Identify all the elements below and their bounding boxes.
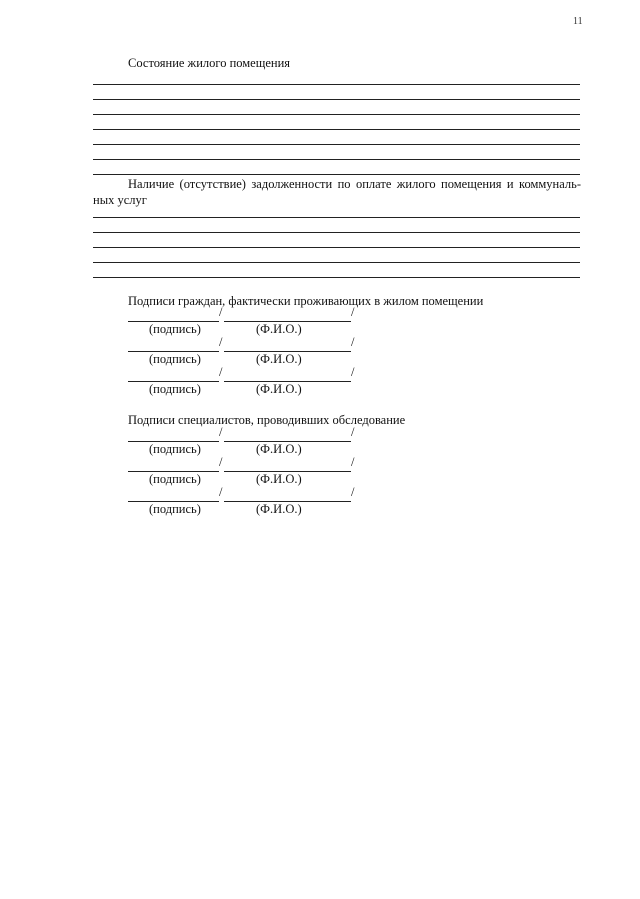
specialist-signature-row	[128, 457, 368, 473]
separator-slash: /	[351, 305, 355, 319]
section-debt-text: Наличие (отсутствие) задолженности по оплате жилого помещения и коммуналь-ных услуг	[93, 177, 581, 207]
separator-slash: /	[219, 455, 223, 469]
signature-blank	[128, 487, 219, 502]
signature-caption: (подпись)	[149, 442, 201, 456]
fill-line	[93, 114, 580, 115]
separator-slash: /	[351, 455, 355, 469]
separator-slash: /	[219, 485, 223, 499]
specialist-signature-row	[128, 487, 368, 503]
signature-blank	[128, 307, 219, 322]
fio-blank	[224, 457, 351, 472]
signature-blank	[128, 457, 219, 472]
fill-line	[93, 262, 580, 263]
fill-line	[93, 144, 580, 145]
separator-slash: /	[351, 485, 355, 499]
fio-caption: (Ф.И.О.)	[256, 322, 302, 336]
fio-blank	[224, 487, 351, 502]
fill-line	[93, 129, 580, 130]
fio-blank	[224, 427, 351, 442]
resident-signature-row	[128, 307, 368, 323]
residents-title: Подписи граждан, фактически проживающих в жилом помещении	[128, 294, 484, 308]
signature-caption: (подпись)	[149, 472, 201, 486]
fio-caption: (Ф.И.О.)	[256, 442, 302, 456]
signature-caption: (подпись)	[149, 502, 201, 516]
fio-caption: (Ф.И.О.)	[256, 382, 302, 396]
signature-blank	[128, 367, 219, 382]
section-state-title: Состояние жилого помещения	[128, 56, 291, 70]
separator-slash: /	[219, 425, 223, 439]
fill-line	[93, 84, 580, 85]
signature-caption: (подпись)	[149, 322, 201, 336]
resident-signature-row	[128, 337, 368, 353]
fill-line	[93, 174, 580, 175]
fill-line	[93, 159, 580, 160]
fill-line	[93, 99, 580, 100]
resident-signature-row	[128, 367, 368, 383]
separator-slash: /	[219, 365, 223, 379]
fio-blank	[224, 367, 351, 382]
fio-blank	[224, 307, 351, 322]
separator-slash: /	[219, 335, 223, 349]
page-number: 11	[573, 16, 583, 27]
signature-blank	[128, 337, 219, 352]
signature-caption: (подпись)	[149, 352, 201, 366]
fill-line	[93, 277, 580, 278]
fio-caption: (Ф.И.О.)	[256, 352, 302, 366]
fio-caption: (Ф.И.О.)	[256, 502, 302, 516]
signature-caption: (подпись)	[149, 382, 201, 396]
fill-line	[93, 232, 580, 233]
separator-slash: /	[351, 335, 355, 349]
fio-caption: (Ф.И.О.)	[256, 472, 302, 486]
fio-blank	[224, 337, 351, 352]
specialist-signature-row	[128, 427, 368, 443]
fill-line	[93, 217, 580, 218]
fill-line	[93, 247, 580, 248]
separator-slash: /	[219, 305, 223, 319]
separator-slash: /	[351, 425, 355, 439]
signature-blank	[128, 427, 219, 442]
separator-slash: /	[351, 365, 355, 379]
specialists-title: Подписи специалистов, проводивших обследование	[128, 413, 406, 427]
